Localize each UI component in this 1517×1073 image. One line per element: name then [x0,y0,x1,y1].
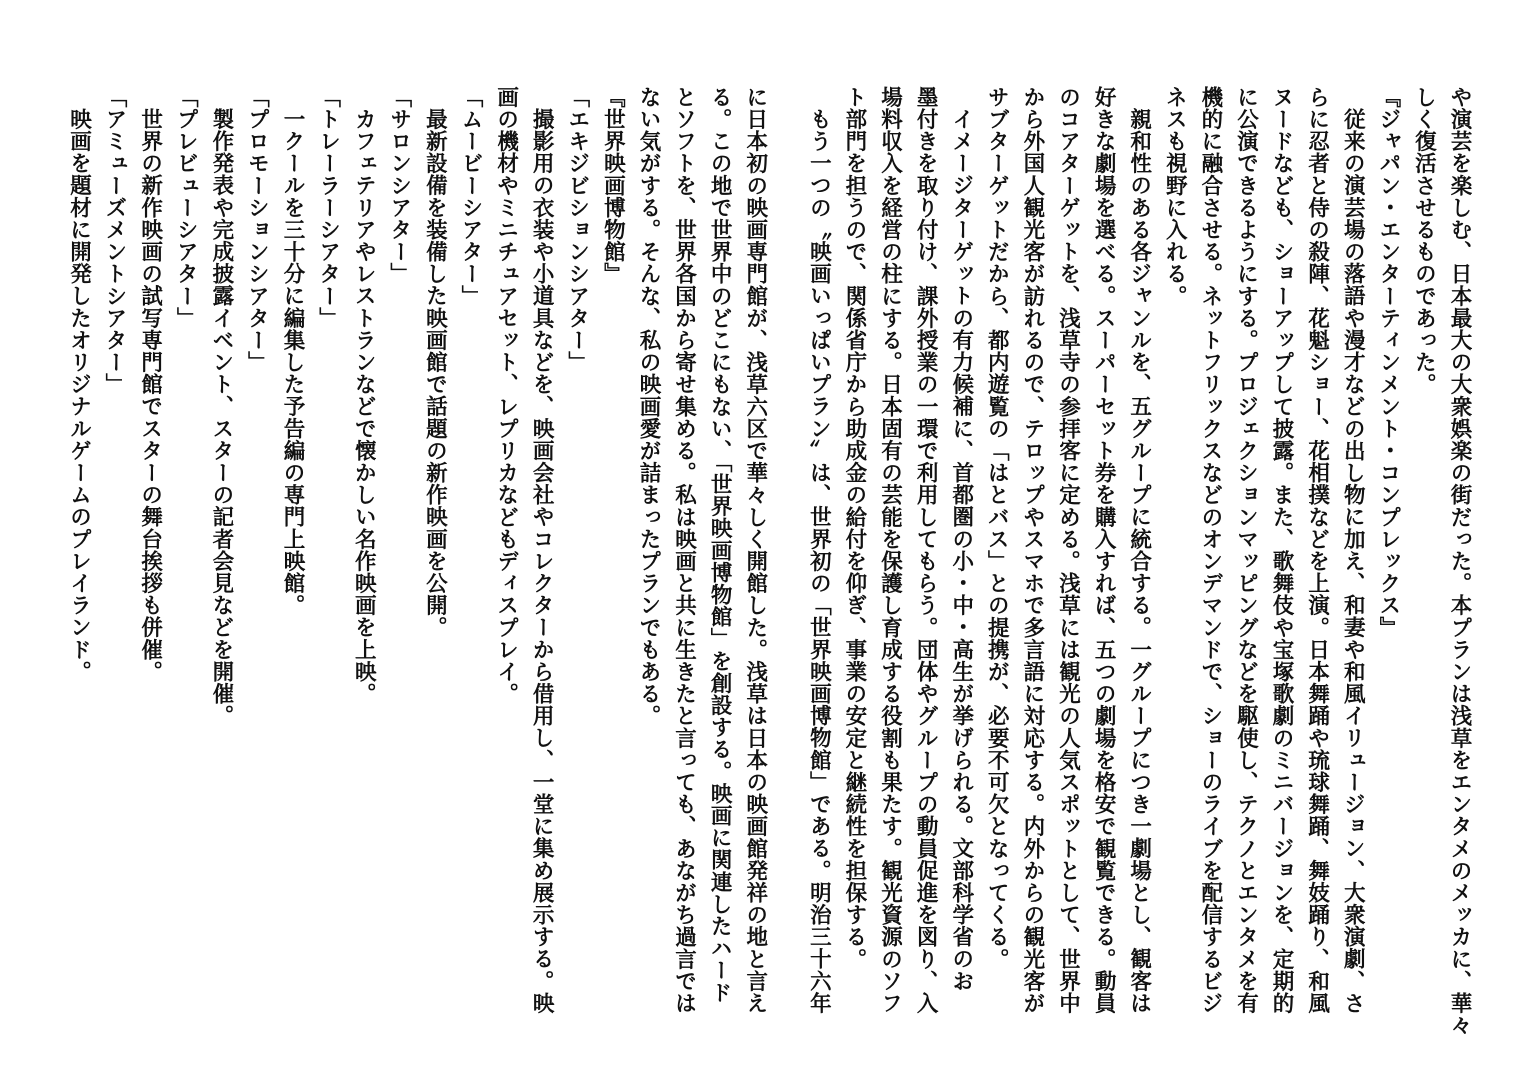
list-item-heading: 「エキジビションシアター」 [564,86,590,374]
text-line: とソフトを、世界各国から寄せ集める。私は映画と共に生きたと言っても、あながち過言では [671,86,697,1015]
list-item-text: 撮影用の衣装や小道具などを、映画会社やコレクターから借用し、一堂に集め展示する。映 [529,107,555,1014]
text-line: もう一つの〝映画いっぱいプラン〟は、世界初の「世界映画博物館」である。明治三十六年 [806,107,832,1014]
text-line: サブターゲットだから、都内遊覧の「はとバス」との提携が、必要不可欠となってくる。 [984,86,1010,970]
list-item-heading: 「アミューズメントシアター」 [102,86,128,396]
text-line: から外国人観光客が訪れるので、テロップやスマホで多言語に対応する。内外からの観光客が [1019,86,1045,1015]
list-item-text: 最新設備を装備した映画館で話題の新作映画を公開。 [422,107,448,638]
text-line: ヌードなども、ショーアップして披露。また、歌舞伎や宝塚歌劇のミニバージョンを、定期的 [1269,86,1295,1015]
text-line: ない気がする。そんな、私の映画愛が詰まったプランでもある。 [635,86,661,727]
list-item-text: 一クールを三十分に編集した予告編の専門上映館。 [280,107,305,616]
text-line: 場料収入を経営の柱にする。日本固有の芸能を保護し育成する役割も果たす。観光資源のソフ [877,86,903,1015]
text-line: のコアターゲットを、浅草寺の参拝客に定める。浅草には観光の人気スポットとして、世界中 [1055,86,1081,1015]
list-item-text: 映画を題材に開発したオリジナルゲームのプレイランド。 [66,107,92,683]
list-item-text: 世界の新作映画の試写専門館でスターの舞台挨拶も併催。 [137,107,163,683]
list-item-heading: 「トレーラーシアター」 [315,86,341,330]
list-item-heading: 「プロモーションシアター」 [244,86,270,374]
text-line: 墨付きを取り付け、課外授業の一環で利用してもらう。団体やグループの動員促進を図り、入 [913,86,939,1015]
text-line: 機的に融合させる。ネットフリックスなどのオンデマンドで、ショーのライブを配信するビジ [1197,86,1223,1015]
text-line: らに忍者と侍の殺陣、花魁ショー、花相撲などを上演。日本舞踊や琉球舞踊、舞妓踊り、和風 [1304,86,1330,1015]
list-item-text: 製作発表や完成披露イベント、スターの記者会見などを開催。 [208,107,234,727]
vertical-text-body [61,86,1477,1046]
text-line: る。この地で世界中のどこにもない、「世界映画博物館」を創設する。映画に関連したハード [707,86,733,1004]
list-item-heading: 「サロンシアター」 [386,86,412,285]
text-line: 従来の演芸場の落語や漫才などの出し物に加え、和妻や和風イリュージョン、大衆演劇、さ [1340,107,1366,1014]
text-line: イメージターゲットの有力候補に、首都圏の小・中・高生が挙げられる。文部科学省のお [948,107,974,992]
text-line: ト部門を担うので、関係省庁から助成金の給付を仰ぎ、事業の安定と継続性を担保する。 [841,86,867,970]
text-line: 好きな劇場を選べる。スーパーセット券を購入すれば、五つの劇場を格安で観覧できる。動員 [1091,86,1117,1015]
list-item-heading: 「プレビューシアター」 [173,86,199,330]
text-line: しく復活させるものであった。 [1411,86,1437,396]
text-line: 親和性のある各ジャンルを、五グループに統合する。一グループにつき一劇場とし、観客は [1126,107,1152,1014]
text-line: ネスも視野に入れる。 [1162,86,1188,307]
list-item-text: 画の機材やミニチュアセット、レプリカなどもディスプレイ。 [493,86,519,705]
section-heading: 『世界映画博物館』 [600,86,626,285]
text-line: に公演できるようにする。プロジェクションマッピングなどを駆使し、テクノとエンタメを有 [1233,86,1259,1015]
text-line: に日本初の映画専門館が、浅草六区で華々しく開館した。浅草は日本の映画館発祥の地と言え [742,86,768,1015]
section-heading: 『ジャパン・エンターティンメント・コンプレックス』 [1375,86,1401,639]
text-line: や演芸を楽しむ、日本最大の大衆娯楽の街だった。本プランは浅草をエンタメのメッカに、華々 [1447,86,1472,1037]
list-item-text: カフェテリアやレストランなどで懐かしい名作映画を上映。 [351,107,377,705]
list-item-heading: 「ムービーシアター」 [457,86,483,307]
